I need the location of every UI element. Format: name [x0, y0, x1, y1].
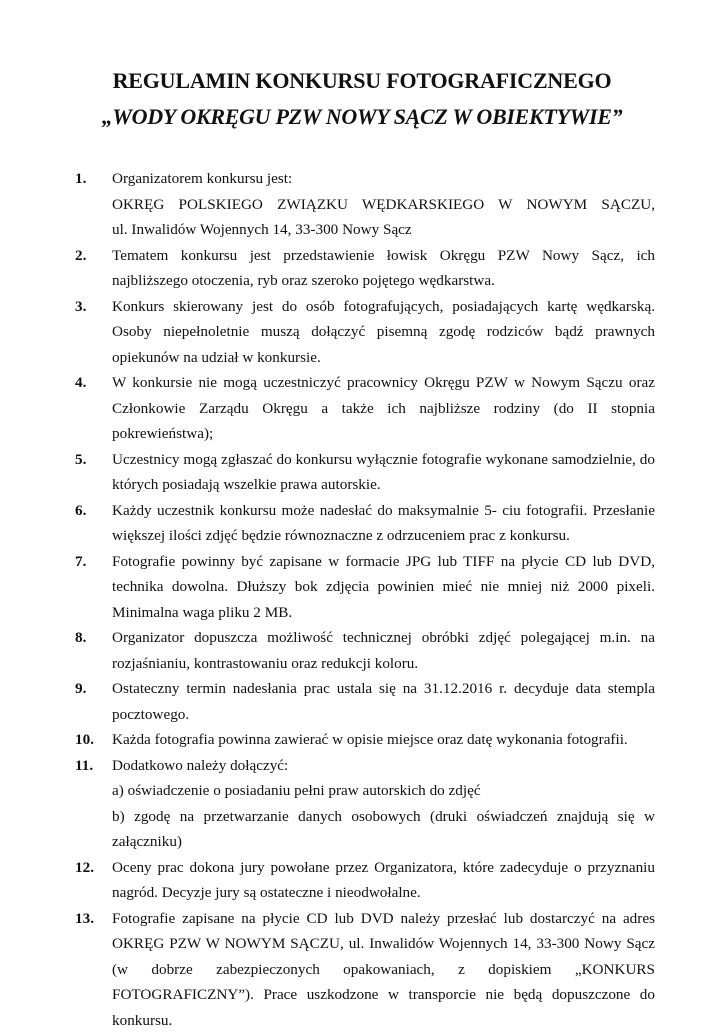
rule-11-item-a: a) oświadczenie o posiadaniu pełni praw autorskich do zdjęć — [112, 778, 655, 804]
rule-number: 1. — [75, 166, 105, 192]
rule-6 — [0, 498, 724, 549]
rule-5 — [0, 447, 724, 498]
rule-11-intro: Dodatkowo należy dołączyć: — [112, 753, 655, 779]
rule-13 — [0, 906, 724, 1033]
rule-10 — [0, 727, 724, 753]
rule-number: 3. — [75, 294, 105, 320]
rule-number: 2. — [75, 243, 105, 269]
rule-9 — [0, 676, 724, 727]
rule-11 — [0, 753, 724, 855]
rule-text: Uczestnicy mogą zgłaszać do konkursu wyłącznie fotografie wykonane samodzielnie, do których posiadają wszelkie prawa autorskie. — [112, 451, 655, 494]
rule-number: 10. — [75, 727, 105, 753]
rule-text: Organizator dopuszcza możliwość technicznej obróbki zdjęć polegającej m.in. na rozjaśnianiu, kontrastowaniu oraz redukcji koloru. — [112, 629, 655, 672]
rule-number: 11. — [75, 753, 105, 779]
rule-text: Fotografie powinny być zapisane w formacie JPG lub TIFF na płycie CD lub DVD, technika dowolna. Dłuższy bok zdjęcia powinien mieć nie mniej niż 2000 pixeli. Minimalna waga pliku 2 MB. — [112, 553, 655, 621]
rule-number: 13. — [75, 906, 105, 932]
rule-4 — [0, 370, 724, 447]
rule-text: Każda fotografia powinna zawierać w opisie miejsce oraz datę wykonania fotografii. — [112, 731, 628, 748]
rule-8 — [0, 625, 724, 676]
rule-text: Konkurs skierowany jest do osób fotografujących, posiadających kartę wędkarską. Osoby niepełnoletnie muszą dołączyć pisemną zgodę rodziców bądź prawnych opiekunów na udział w konkursie. — [112, 298, 655, 366]
rule-12 — [0, 855, 724, 906]
rule-7 — [0, 549, 724, 626]
rule-1-intro: Organizatorem konkursu jest: — [112, 166, 655, 192]
rule-2 — [0, 243, 724, 294]
rule-number: 8. — [75, 625, 105, 651]
document-subtitle: „WODY OKRĘGU PZW NOWY SĄCZ W OBIEKTYWIE” — [0, 104, 724, 130]
rule-text: Każdy uczestnik konkursu może nadesłać do maksymalnie 5- ciu fotografii. Przesłanie większej ilości zdjęć będzie równoznaczne z odrzuceniem prac z konkursu. — [112, 502, 655, 545]
rule-text: Oceny prac dokona jury powołane przez Organizatora, które zadecyduje o przyznaniu nagród. Decyzje jury są ostateczne i nieodwołalne. — [112, 859, 655, 902]
rule-1-organization-name: OKRĘG POLSKIEGO ZWIĄZKU WĘDKARSKIEGO W NOWYM SĄCZU, — [112, 192, 655, 218]
rule-text: Tematem konkursu jest przedstawienie łowisk Okręgu PZW Nowy Sącz, ich najbliższego otoczenia, ryb oraz szeroko pojętego wędkarstwa. — [112, 247, 655, 290]
rule-1-address: ul. Inwalidów Wojennych 14, 33-300 Nowy Sącz — [112, 217, 655, 243]
rule-number: 4. — [75, 370, 105, 396]
rule-number: 9. — [75, 676, 105, 702]
rules-list — [0, 166, 724, 1033]
document-title: REGULAMIN KONKURSU FOTOGRAFICZNEGO — [0, 68, 724, 94]
rule-text: Fotografie zapisane na płycie CD lub DVD należy przesłać lub dostarczyć na adres OKRĘG PZW W NOWYM SĄCZU, ul. Inwalidów Wojennych 14, 33-300 Nowy Sącz (w dobrze zabezpieczonych opakowaniach, z dopiskiem „KONKURS FOTOGRAFICZNY”). Prace uszkodzone w transporcie nie będą dopuszczone do konkursu. — [112, 910, 655, 1029]
rule-3 — [0, 294, 724, 371]
rule-number: 5. — [75, 447, 105, 473]
rule-1 — [0, 166, 724, 243]
rule-number: 12. — [75, 855, 105, 881]
rule-number: 6. — [75, 498, 105, 524]
rule-number: 7. — [75, 549, 105, 575]
rule-11-item-b: b) zgodę na przetwarzanie danych osobowych (druki oświadczeń znajdują się w załączniku) — [112, 804, 655, 855]
rule-text: W konkursie nie mogą uczestniczyć pracownicy Okręgu PZW w Nowym Sączu oraz Członkowie Zarządu Okręgu a także ich najbliższe rodziny (do II stopnia pokrewieństwa); — [112, 374, 655, 442]
rule-text: Ostateczny termin nadesłania prac ustala się na 31.12.2016 r. decyduje data stempla pocztowego. — [112, 680, 655, 723]
